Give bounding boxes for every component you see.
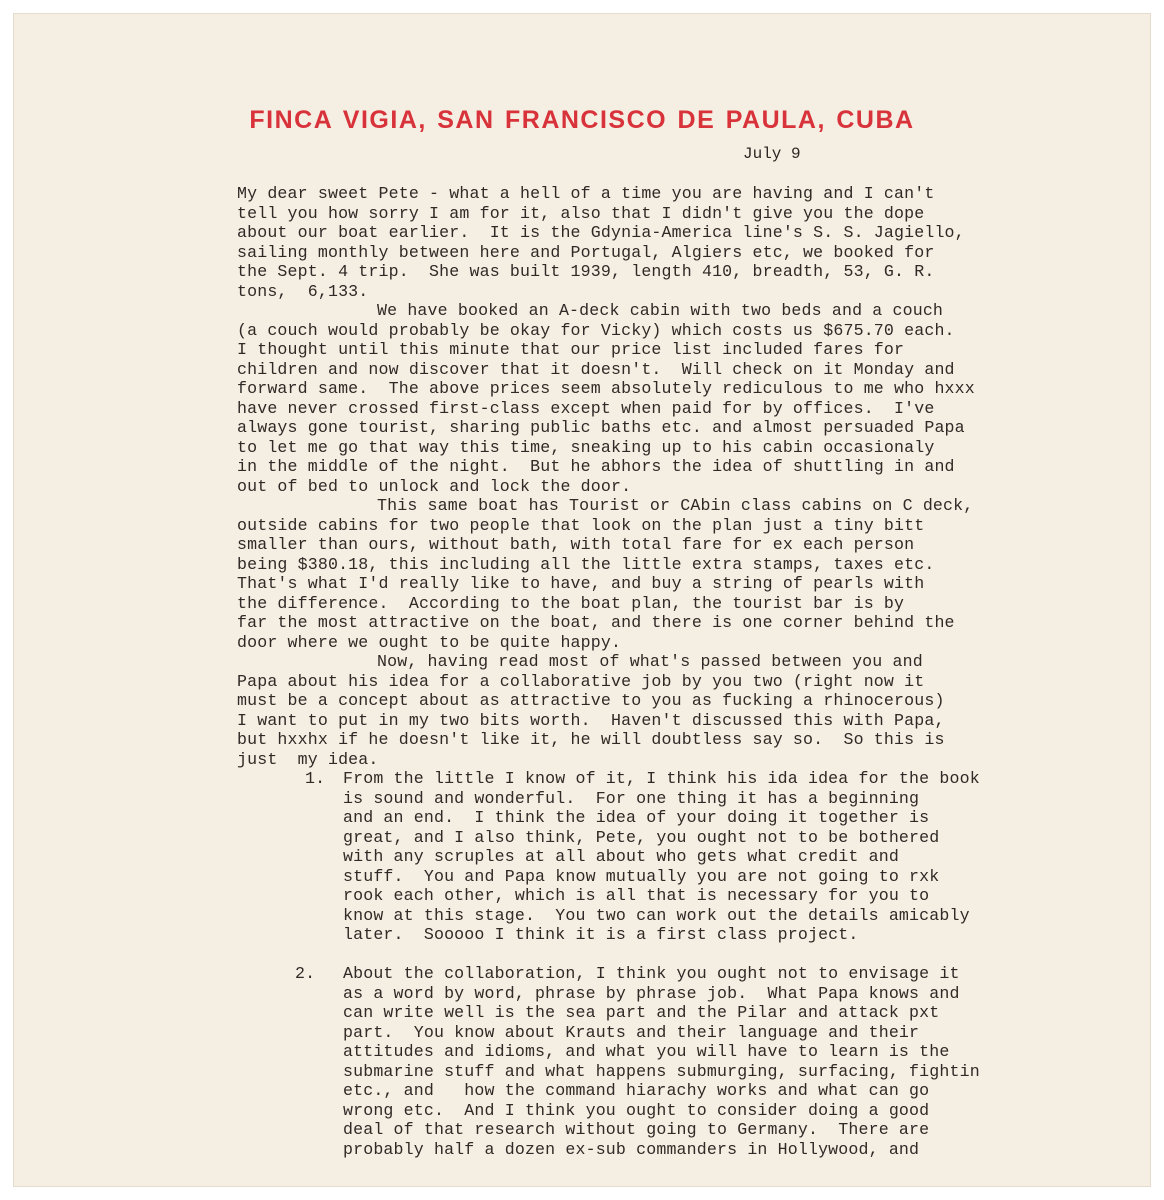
paragraph-1 [237, 184, 1117, 301]
text-line: about our boat earlier. It is the Gdynia-America line's S. S. Jagiello, [237, 223, 965, 242]
text-line: out of bed to unlock and lock the door. [237, 476, 632, 496]
text-line: with any scruples at all about who gets what credit and [343, 847, 899, 866]
text-line: stuff. You and Papa know mutually you are not going to rxk [343, 866, 940, 886]
letter-page [14, 14, 1150, 1186]
text-line: being $380.18, this including all the little extra stamps, taxes etc. [237, 554, 935, 574]
text-line: just my idea. [237, 749, 379, 769]
text-line: I want to put in my two bits worth. Haven't discussed this with Papa, [237, 710, 945, 730]
text-line: deal of that research without going to Germany. There are [343, 1120, 930, 1139]
text-line: forward same. The above prices seem absolutely rediculous to me who hxxx [237, 379, 975, 398]
text-line: as a word by word, phrase by phrase job. What Papa knows and [343, 983, 960, 1003]
spacer [237, 945, 1117, 965]
text-line: the Sept. 4 trip. She was built 1939, length 410, breadth, 53, G. R. [237, 262, 935, 281]
text-line: always gone tourist, sharing public baths etc. and almost persuaded Papa [237, 418, 965, 437]
text-line: wrong etc. And I think you ought to consider doing a good [343, 1100, 930, 1120]
text-line: My dear sweet Pete - what a hell of a time you are having and I can't [237, 184, 935, 203]
paragraph-3 [237, 496, 1117, 652]
text-line: to let me go that way this time, sneaking up to his cabin occasionaly [237, 437, 935, 457]
text-line: can write well is the sea part and the Pilar and attack pxt [343, 1003, 940, 1022]
text-line: etc., and how the command hiarachy works and what can go [343, 1081, 930, 1100]
text-line: That's what I'd really like to have, and buy a string of pearls with [237, 574, 925, 593]
text-line: rook each other, which is all that is necessary for you to [343, 886, 930, 905]
list-item-2 [237, 964, 1117, 1159]
text-line: tons, 6,133. [237, 281, 369, 301]
text-line: but hxxhx if he doesn't like it, he will doubtless say so. So this is [237, 730, 945, 749]
letterhead: FINCA VIGIA, SAN FRANCISCO DE PAULA, CUBA [249, 106, 915, 134]
text-line: sailing monthly between here and Portugal, Algiers etc, we booked for [237, 242, 935, 262]
text-line: This same boat has Tourist or CAbin class cabins on C deck, [377, 496, 974, 515]
list-text: From the little I know of it, I think his ida idea for the book [343, 769, 980, 788]
text-line: later. Sooooo I think it is a first class project. [343, 925, 859, 944]
text-line: and an end. I think the idea of your doing it together is [343, 808, 930, 827]
text-line: great, and I also think, Pete, you ought not to be bothered [343, 827, 940, 847]
text-line [237, 964, 1117, 984]
text-line: We have booked an A-deck cabin with two beds and a couch [377, 301, 944, 320]
text-line: in the middle of the night. But he abhors the idea of shuttling in and [237, 457, 955, 476]
list-number: 1. [305, 769, 326, 788]
paragraph-2 [237, 301, 1117, 496]
text-line: submarine stuff and what happens submurging, surfacing, fightin [343, 1061, 980, 1081]
text-line: part. You know about Krauts and their language and their [343, 1022, 920, 1042]
text-line: Now, having read most of what's passed between you and [377, 652, 923, 671]
text-line: (a couch would probably be okay for Vicky) which costs us $675.70 each. [237, 320, 955, 340]
text-line: tell you how sorry I am for it, also that I didn't give you the dope [237, 203, 925, 223]
list-number: 2. [295, 964, 316, 983]
list-item-1 [237, 769, 1117, 945]
text-line: door where we ought to be quite happy. [237, 632, 622, 652]
text-line: have never crossed first-class except when paid for by offices. I've [237, 398, 935, 418]
list-text: About the collaboration, I think you ought not to envisage it [343, 964, 960, 983]
text-line: smaller than ours, without bath, with total fare for ex each person [237, 535, 915, 554]
text-line: Papa about his idea for a collaborative job by you two (right now it [237, 671, 925, 691]
text-line: far the most attractive on the boat, and there is one corner behind the [237, 613, 955, 632]
text-line: outside cabins for two people that look on the plan just a tiny bitt [237, 515, 925, 535]
paragraph-4 [237, 652, 1117, 769]
text-line: must be a concept about as attractive to you as fucking a rhinocerous) [237, 691, 945, 710]
text-line: know at this stage. You two can work out the details amicably [343, 905, 970, 925]
text-line: children and now discover that it doesn't. Will check on it Monday and [237, 359, 955, 379]
text-line [237, 769, 1117, 789]
text-line: I thought until this minute that our price list included fares for [237, 340, 905, 359]
text-line: probably half a dozen ex-sub commanders in Hollywood, and [343, 1139, 920, 1159]
text-line: attitudes and idioms, and what you will have to learn is the [343, 1042, 950, 1061]
letter-body [237, 184, 1117, 1159]
text-line: is sound and wonderful. For one thing it has a beginning [343, 788, 920, 808]
letter-date: July 9 [743, 145, 801, 163]
text-line: the difference. According to the boat plan, the tourist bar is by [237, 593, 905, 613]
